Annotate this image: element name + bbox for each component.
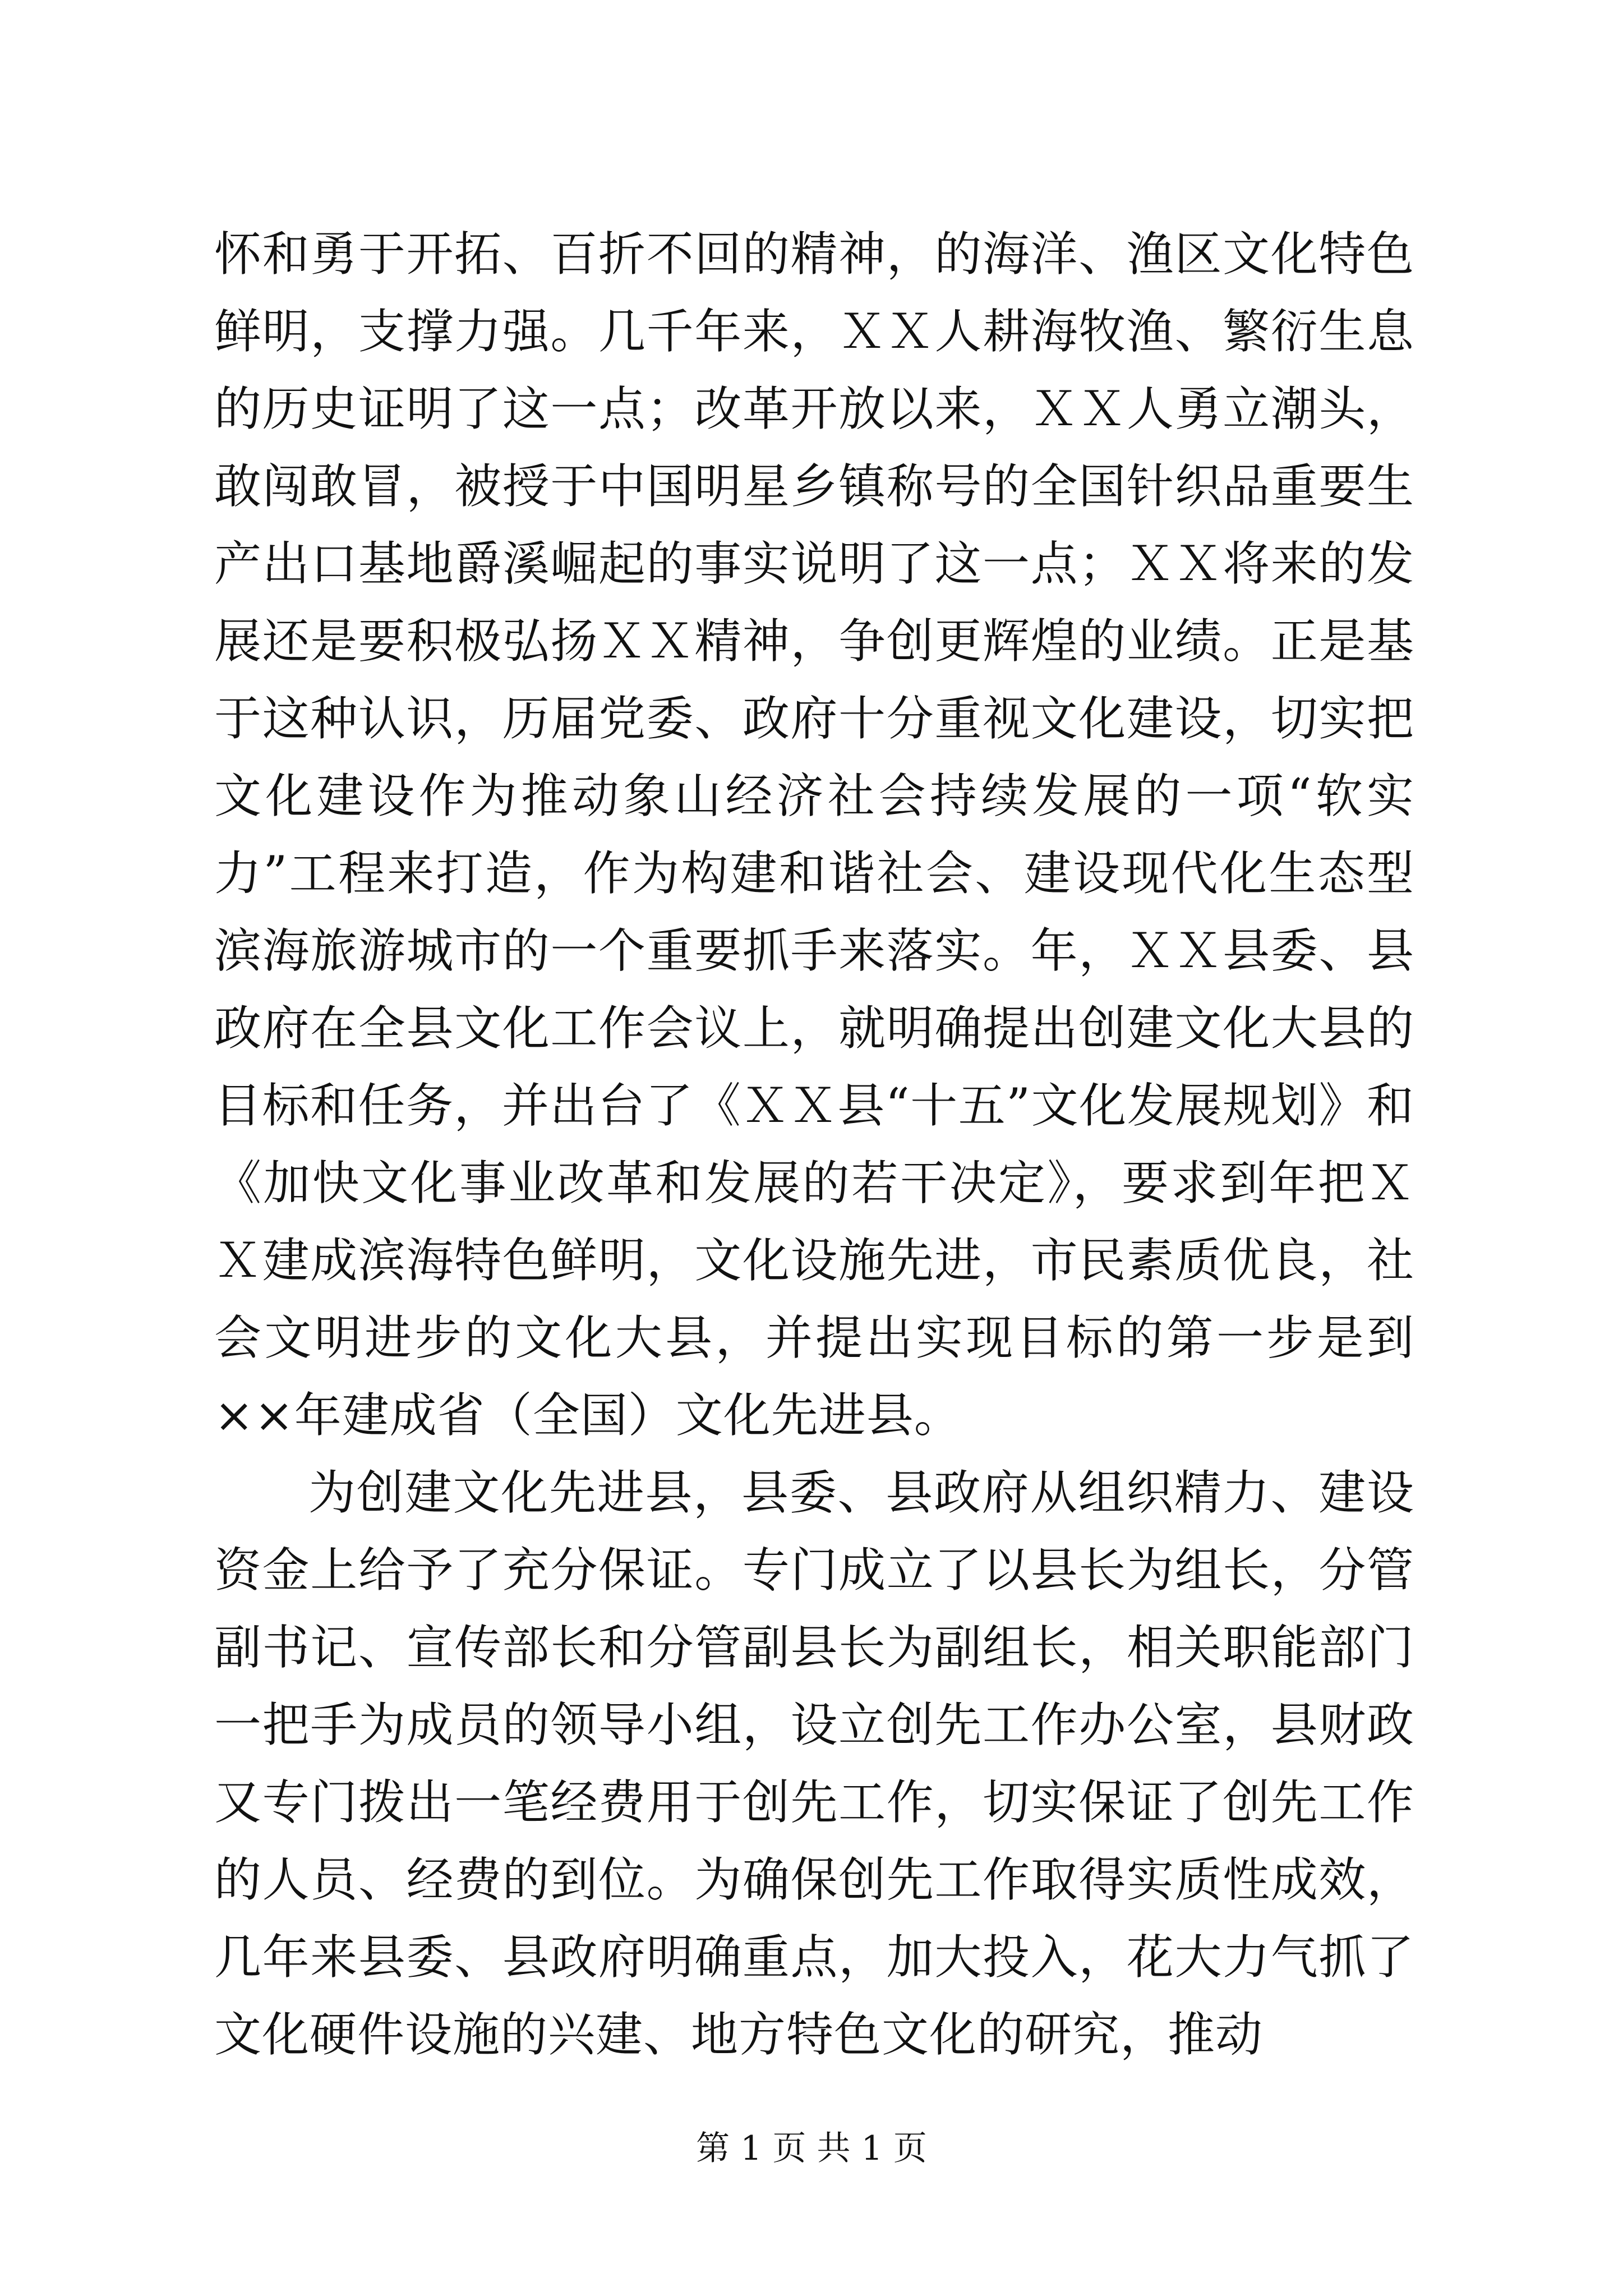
page-footer: 第 1 页 共 1 页 bbox=[696, 2129, 927, 2168]
paragraph-2: 为创建文化先进县，县委、县政府从组织精力、建设资金上给予了充分保证。专门成立了以县长为组长，分管副书记、宣传部长和分管副县长为副组长，相关职能部门一把手为成员的领导小组，设立创先工作办公室，县财政又专门拨出一笔经费用于创先工作，切实保证了创先工作的人员、经费的到位。为确保创先工作取得实质性成效，几年来县委、县政府明确重点，加大投入，花大力气抓了文化硬件设施的兴建、地方特色文化的研究，推动 bbox=[214, 1465, 1414, 2062]
body-text bbox=[214, 215, 1414, 2073]
paragraph-1: 怀和勇于开拓、百折不回的精神，的海洋、渔区文化特色鲜明，支撑力强。几千年来，ＸＸ人耕海牧渔、繁衍生息的历史证明了这一点；改革开放以来，ＸＸ人勇立潮头，敢闯敢冒，被授于中国明星乡镇称号的全国针织品重要生产出口基地爵溪崛起的事实说明了这一点；ＸＸ将来的发展还是要积极弘扬ＸＸ精神，争创更辉煌的业绩。正是基于这种认识，历届党委、政府十分重视文化建设，切实把文化建设作为推动象山经济社会持续发展的一项“软实力”工程来打造，作为构建和谐社会、建设现代化生态型滨海旅游城市的一个重要抓手来落实。年，ＸＸ县委、县政府在全县文化工作会议上，就明确提出创建文化大县的目标和任务，并出台了《ＸＸ县“十五”文化发展规划》和《加快文化事业改革和发展的若干决定》，要求到年把ＸＸ建成滨海特色鲜明，文化设施先进，市民素质优良，社会文明进步的文化大县，并提出实现目标的第一步是到××年建成省（全国）文化先进县。 bbox=[214, 227, 1414, 1443]
